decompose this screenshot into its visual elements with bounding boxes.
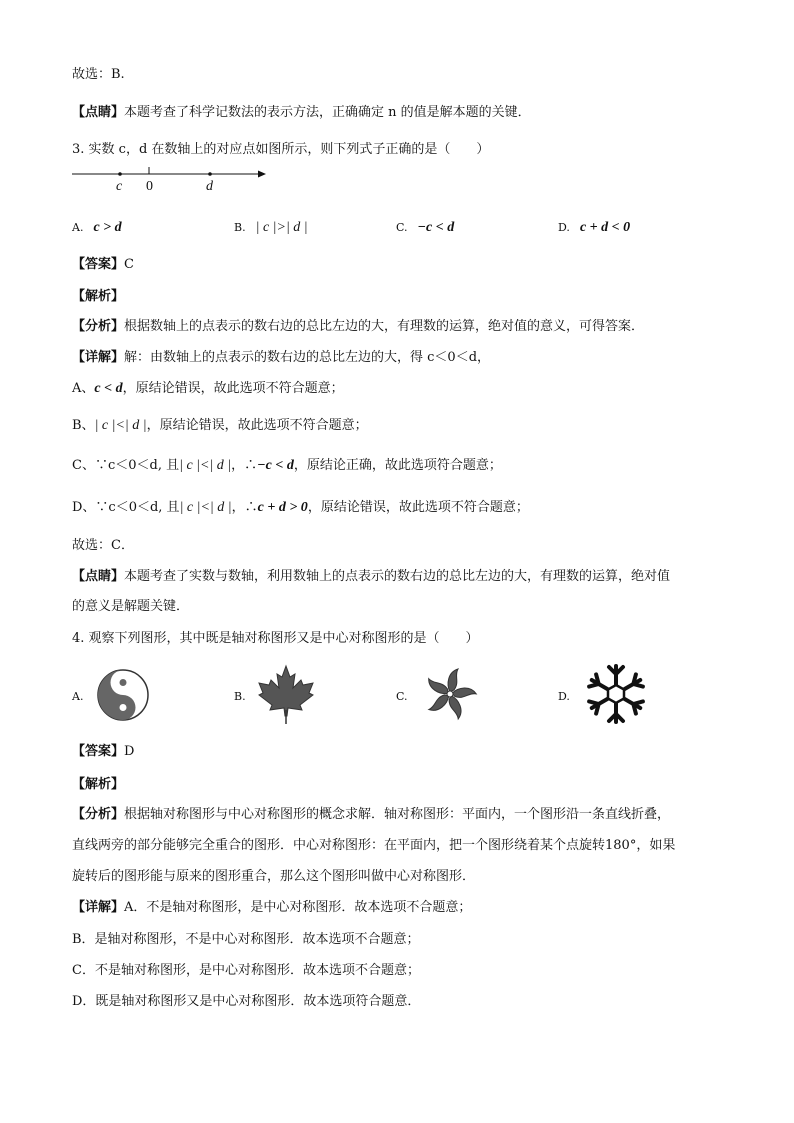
q3-detail-d: D、∵c＜0＜d, 且| c |<| d |，∴c + d > 0，原结论错误，故此选项不符合题意； [72,500,529,515]
q4-detail-a: 【详解】A．不是轴对称图形，是中心对称图形．故本选项不合题意； [72,900,472,915]
q4-option-a: A. [72,690,84,703]
q4-stem: 4. 观察下列图形，其中既是轴对称图形又是中心对称图形的是（ ） [72,631,479,646]
q3-detail-b: B、| c |<| d |，原结论错误，故此选项不符合题意； [72,418,368,433]
q4-analysis-1: 【分析】根据轴对称图形与中心对称图形的概念求解．轴对称图形：平面内，一个图形沿一条直线折叠， [72,807,671,822]
label-c: c [116,179,123,194]
q3-comment-2: 的意义是解题关键． [72,599,190,614]
q3-option-d: D. c + d < 0 [558,220,631,235]
yin-yang-icon [96,668,150,722]
q3-detail-a: A、c < d，原结论错误，故此选项不符合题意； [72,381,344,396]
q2-choice: 故选：B. [72,67,125,82]
q3-option-c: C. −c < d [396,220,455,235]
q4-answer: 【答案】D [72,744,135,759]
snowflake-icon [582,662,650,726]
q4-option-b: B. [234,690,246,703]
point-d [208,172,212,176]
q4-detail-c: C．不是轴对称图形，是中心对称图形．故本选项不合题意； [72,963,420,978]
q3-detail: 【详解】解：由数轴上的点表示的数右边的总比左边的大，得 c＜0＜d， [72,350,491,365]
q4-option-c: C. [396,690,408,703]
q3-comment-1: 【点睛】本题考查了实数与数轴，利用数轴上的点表示的数右边的总比左边的大，有理数的运算，绝对值 [72,569,671,584]
q3-option-b: B. | c |>| d | [234,220,308,235]
q4-analysis-2: 直线两旁的部分能够完全重合的图形．中心对称图形：在平面内，把一个图形绕着某个点旋转180°，如果 [72,838,676,853]
number-line-figure [70,163,275,195]
q4-analysis-tag: 【解析】 [72,777,125,792]
label-zero: 0 [146,179,153,194]
q4-analysis-3: 旋转后的图形能与原来的图形重合，那么这个图形叫做中心对称图形． [72,869,476,884]
q4-detail-b: B．是轴对称图形，不是中心对称图形．故本选项不合题意； [72,932,420,947]
q2-comment-tag: 【点睛】 [72,105,125,120]
q3-detail-c: C、∵c＜0＜d, 且| c |<| d |，∴−c < d，原结论正确，故此选项符合题意； [72,458,502,473]
bauhinia-flower-icon [420,666,480,722]
point-c [118,172,122,176]
q3-analysis-tag: 【解析】 [72,289,125,304]
q2-comment-text: 本题考查了科学记数法的表示方法，正确确定 n 的值是解本题的关键． [124,105,531,120]
q4-detail-d: D．既是轴对称图形又是中心对称图形．故本选项符合题意． [72,994,421,1009]
maple-leaf-icon [256,664,316,726]
q3-answer: 【答案】C [72,257,134,272]
q4-option-d: D. [558,690,570,703]
q3-choice: 故选：C． [72,538,134,553]
q3-analysis-head: 【分析】根据数轴上的点表示的数右边的总比左边的大，有理数的运算，绝对值的意义，可得答案． [72,319,645,334]
label-d: d [206,179,213,194]
q2-comment [72,104,531,122]
q3-stem: 3. 实数 c，d 在数轴上的对应点如图所示，则下列式子正确的是（ ） [72,142,490,157]
q3-option-a: A. c > d [72,220,122,235]
